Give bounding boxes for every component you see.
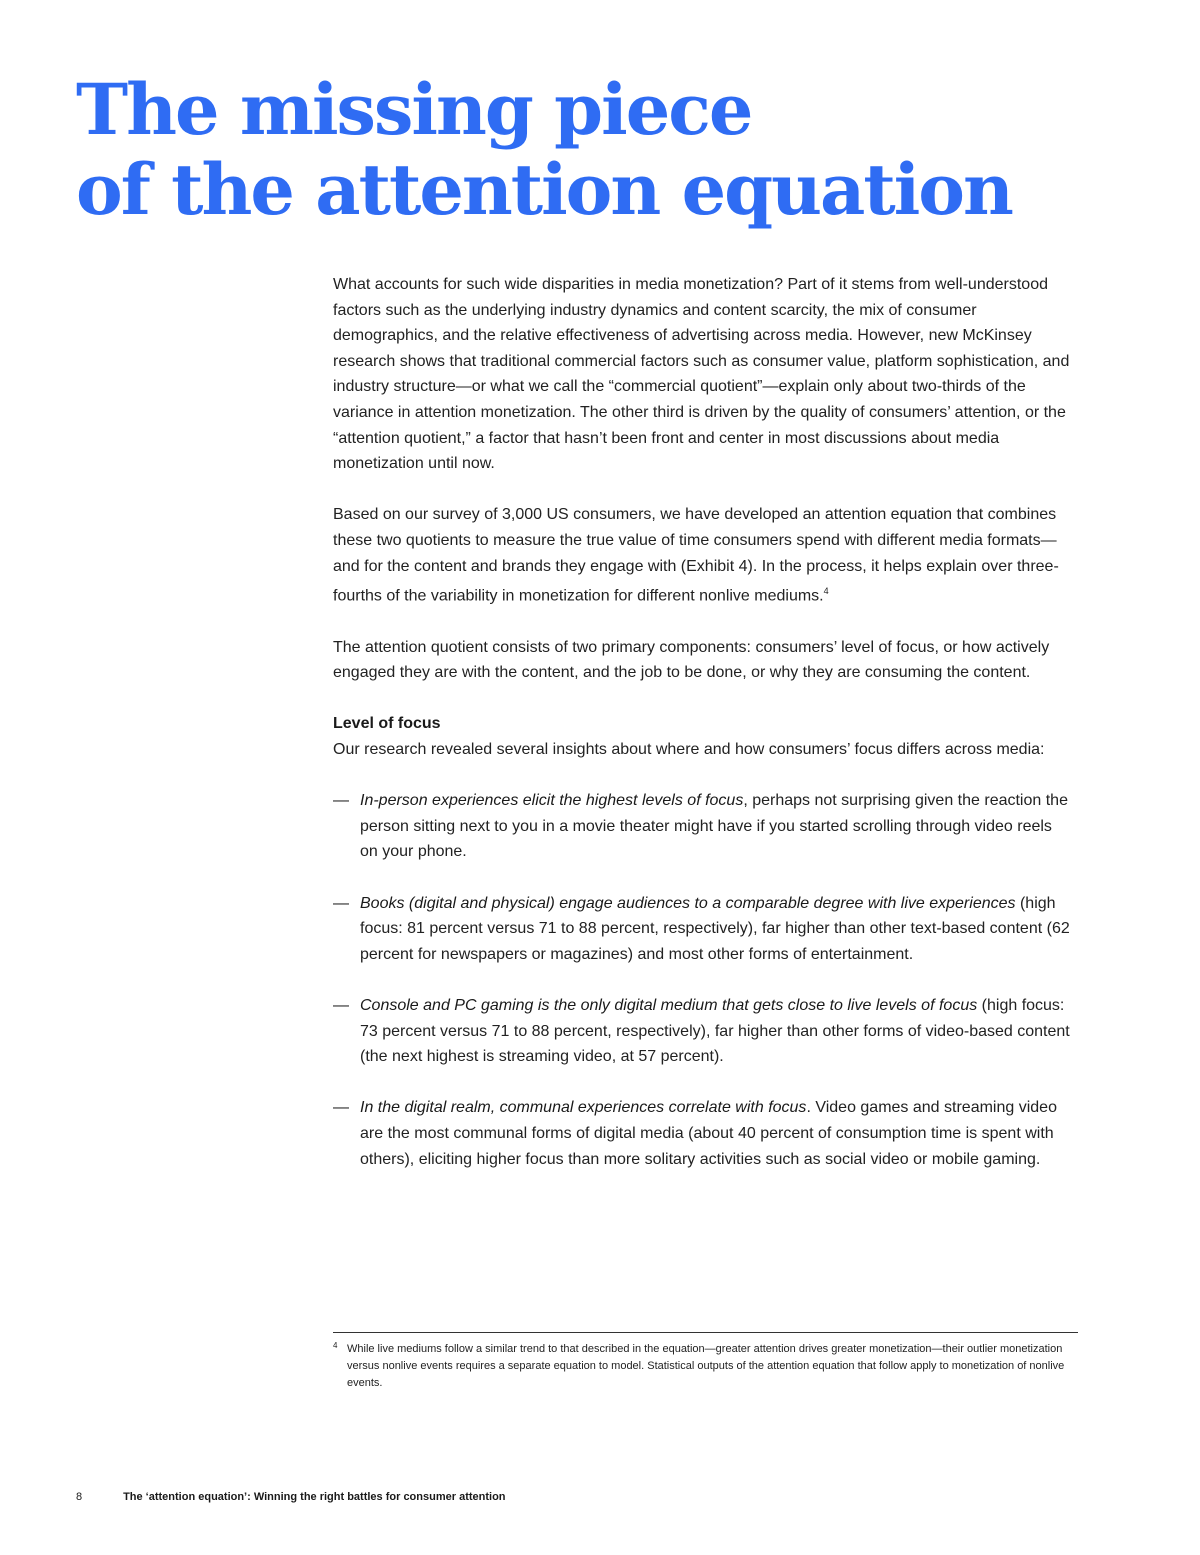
list-item-emphasis: Console and PC gaming is the only digital medium that gets close to live levels of focus <box>360 996 978 1014</box>
dash-bullet: — <box>333 996 349 1014</box>
footnote-divider <box>333 1332 1078 1333</box>
list-item-text: , perhaps not surprising given the reaction the person sitting next to you in a movie theater might have if you started scrolling through video reels on your phone. <box>360 792 1068 861</box>
list-item <box>333 788 1073 865</box>
list-item-emphasis: In the digital realm, communal experiences correlate with focus <box>360 1099 807 1117</box>
page-title-line-2: of the attention equation <box>76 148 1012 231</box>
paragraph-2 <box>333 502 1073 609</box>
footnote-number: 4 <box>333 1341 338 1350</box>
paragraph-3: The attention quotient consists of two primary components: consumers’ level of focus, or how actively engaged they are with the content, and the job to be done, or why they are consuming the content. <box>333 638 1050 682</box>
footer-title: The ‘attention equation’: Winning the right battles for consumer attention <box>123 1491 506 1503</box>
footnote <box>333 1341 1073 1392</box>
page-title <box>76 70 1012 230</box>
list-item <box>333 993 1073 1070</box>
list-item-emphasis: Books (digital and physical) engage audiences to a comparable degree with live experiences <box>360 894 1016 912</box>
list-item <box>333 891 1073 968</box>
section-intro: Our research revealed several insights about where and how consumers’ focus differs across media: <box>333 741 1045 759</box>
page-title-line-1: The missing piece <box>76 68 752 151</box>
list-item-text: (high focus: 81 percent versus 71 to 88 percent, respectively), far higher than other text-based content (62 percent for newspapers or magazines) and most other forms of entertainment. <box>360 894 1070 963</box>
dash-bullet: — <box>333 894 349 912</box>
list-item-emphasis: In-person experiences elicit the highest levels of focus <box>360 792 744 810</box>
section-heading: Level of focus <box>333 715 441 733</box>
list-item-text: . Video games and streaming video are the most communal forms of digital media (about 40 percent of consumption time is spent with others), eliciting higher focus than more solitary activities such as social video or mobile gaming. <box>360 1099 1057 1168</box>
footnote-text: While live mediums follow a similar trend to that described in the equation—greater attention drives greater monetization—their outlier monetization versus nonlive events requires a separate equation to model. Statistical outputs of the attention equation that follow apply to monetization of nonlive events. <box>347 1343 1065 1389</box>
footnote-reference[interactable]: 4 <box>823 586 829 597</box>
page-number: 8 <box>76 1491 83 1503</box>
paragraph-2-text: Based on our survey of 3,000 US consumers, we have developed an attention equation that combines these two quotients to measure the true value of time consumers spend with different media formats—and for the content and brands they engage with (Exhibit 4). In the process, it helps explain over three-fourths of the variability in monetization for different nonlive mediums. <box>333 506 1059 605</box>
body-text <box>333 272 1073 1198</box>
focus-insights-list <box>333 788 1073 1172</box>
paragraph-1: What accounts for such wide disparities in media monetization? Part of it stems from well-understood factors such as the underlying industry dynamics and content scarcity, the mix of consumer demographics, and the relative effectiveness of advertising across media. However, new McKinsey research shows that traditional commercial factors such as consumer value, platform sophistication, and industry structure—or what we call the “commercial quotient”—explain only about two-thirds of the variance in attention monetization. The other third is driven by the quality of consumers’ attention, or the “attention quotient,” a factor that hasn’t been front and center in most discussions about media monetization until now. <box>333 276 1070 473</box>
dash-bullet: — <box>333 792 349 810</box>
list-item-text: (high focus: 73 percent versus 71 to 88 percent, respectively), far higher than other forms of video-based content (the next highest is streaming video, at 57 percent). <box>360 996 1070 1066</box>
page-footer <box>76 1489 506 1505</box>
dash-bullet: — <box>333 1099 349 1117</box>
list-item <box>333 1095 1073 1172</box>
